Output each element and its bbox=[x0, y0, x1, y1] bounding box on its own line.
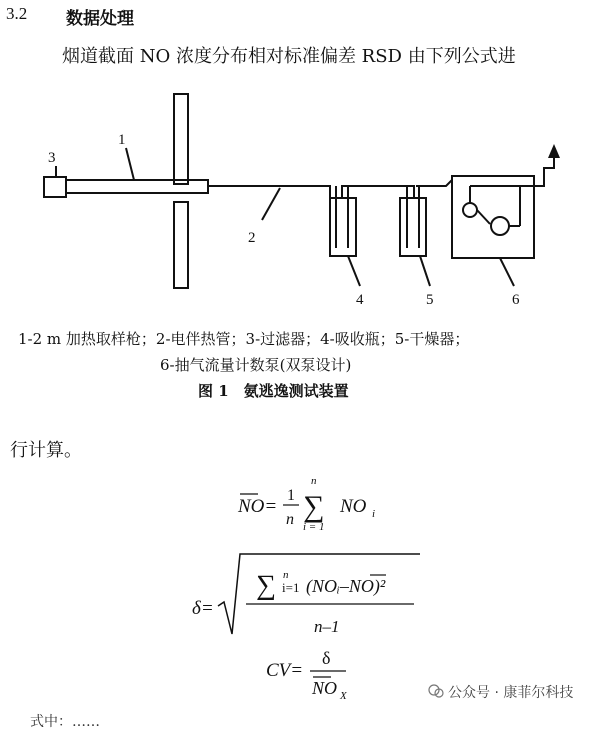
callout-4: 4 bbox=[356, 292, 364, 308]
figure-title: 图 1 氨逃逸测试装置 bbox=[198, 382, 349, 400]
pump bbox=[491, 217, 509, 235]
connect-4-5 bbox=[342, 186, 414, 198]
callout-1: 1 bbox=[118, 132, 126, 148]
formula-mean bbox=[0, 470, 616, 540]
callout-6: 6 bbox=[512, 292, 520, 308]
paragraph-start: 烟道截面 NO 浓度分布相对标准偏差 RSD 由下列公式进 bbox=[62, 46, 516, 67]
f2-term: (NOᵢ–NO)² bbox=[306, 576, 386, 596]
heated-line bbox=[208, 186, 330, 198]
outlet-arrow-icon bbox=[548, 144, 560, 158]
figure-caption-line1: 1-2 m 加热取样枪；2-电伴热管；3-过滤器；4-吸收瓶；5-干燥器； bbox=[18, 330, 470, 348]
section-number: 3.2 bbox=[6, 4, 28, 23]
f1-num: 1 bbox=[287, 487, 295, 504]
figure-caption-line2: 6-抽气流量计数泵(双泵设计) bbox=[160, 356, 352, 374]
absorption-bottle bbox=[330, 198, 356, 256]
f1-sigma-bottom: i = 1 bbox=[303, 521, 325, 533]
f2-den: n–1 bbox=[314, 617, 340, 636]
f1-sigma-top: n bbox=[311, 475, 317, 487]
callout-2: 2 bbox=[248, 230, 256, 246]
paragraph-continuation: 行计算。 bbox=[10, 440, 82, 461]
f3-den: NO bbox=[312, 678, 338, 698]
formula-cv bbox=[0, 644, 616, 714]
wechat-icon bbox=[428, 683, 444, 699]
f1-den: n bbox=[286, 511, 294, 528]
apparatus-diagram bbox=[0, 80, 616, 320]
sampling-probe bbox=[66, 180, 208, 193]
callout-5: 5 bbox=[426, 292, 434, 308]
flowmeter bbox=[463, 203, 477, 217]
f3-num: δ bbox=[322, 648, 331, 668]
connect-5-6 bbox=[416, 180, 452, 186]
bottom-cut-text: 式中：…… bbox=[30, 714, 100, 730]
f3-den-sub: X bbox=[340, 690, 347, 702]
watermark: 公众号 · 康菲尔科技 bbox=[448, 685, 574, 701]
f2-sigma-top: n bbox=[283, 569, 289, 581]
f2-lhs: δ= bbox=[192, 598, 214, 619]
f1-lhs: NO= bbox=[238, 496, 278, 517]
dryer bbox=[400, 198, 426, 256]
svg-text:∑: ∑ bbox=[256, 570, 276, 601]
duct-wall-top bbox=[174, 94, 188, 184]
svg-text:∑: ∑ bbox=[303, 490, 325, 523]
callout-3: 3 bbox=[48, 150, 56, 166]
f1-term: NO bbox=[340, 496, 367, 517]
f3-lhs: CV= bbox=[266, 660, 304, 681]
section-title: 数据处理 bbox=[66, 9, 134, 29]
duct-wall-bottom bbox=[174, 202, 188, 288]
f2-sigma-bottom: i=1 bbox=[282, 580, 300, 595]
pump-box bbox=[452, 176, 534, 258]
filter bbox=[44, 177, 66, 197]
f1-sub: i bbox=[372, 508, 376, 520]
formula-std-dev bbox=[0, 544, 616, 644]
